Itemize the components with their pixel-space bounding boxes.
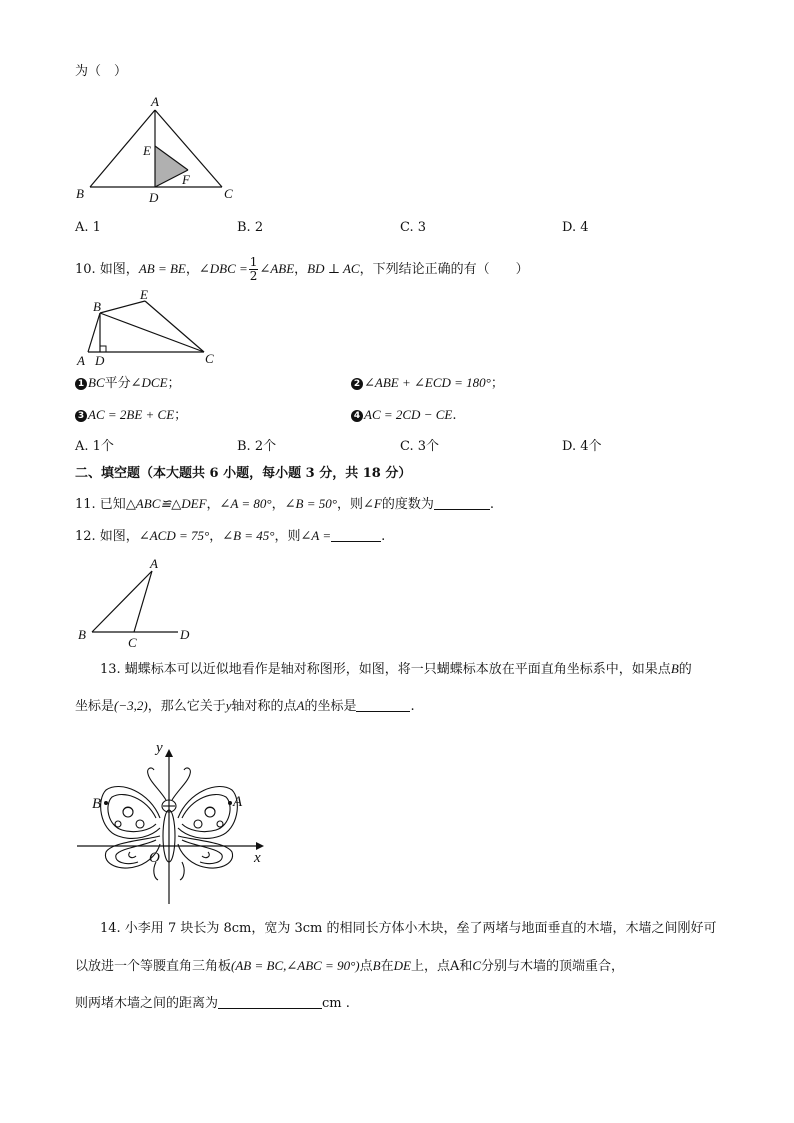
- q12-label-c: C: [128, 635, 137, 650]
- q9-label-f: F: [182, 172, 190, 187]
- q9-option-c: C. 3: [400, 220, 427, 235]
- q14-stem-line3: 则两堵木墙之间的距离为 cm .: [75, 996, 350, 1011]
- q13-label-b: B: [92, 796, 102, 812]
- q9-label-b: B: [76, 186, 84, 201]
- q9-label-e: E: [143, 143, 151, 158]
- q14-stem-line1: 14. 小李用 7 块长为 8cm，宽为 3cm 的相同长方体小木块，垒了两堵与地面垂直的木墙，木墙之间刚好可: [100, 921, 717, 936]
- q10-option-a: A. 1个: [75, 439, 114, 454]
- q10-statement-3: 3 AC = 2BE + CE；: [75, 406, 187, 425]
- q10-fraction: $\frac{1}{2}$: [249, 255, 258, 283]
- q9-option-b: B. 2: [237, 220, 264, 235]
- q9-stem-tail: 为（ ）: [75, 64, 128, 79]
- q13-stem-line1: 13. 蝴蝶标本可以近似地看作是轴对称图形，如图，将一只蝴蝶标本放在平面直角坐标系中，如果点B的: [100, 661, 692, 677]
- q10-label-a: A: [77, 353, 85, 368]
- q12-label-a: A: [150, 556, 158, 571]
- q13-label-origin: O: [149, 850, 160, 866]
- q10-stem: 10. 如图，AB = BE，∠DBC = $\frac{1}{2}$ ∠ABE，BD ⊥ AC，下列结论正确的有（ ）: [75, 255, 529, 283]
- q11-stem: 11. 已知△ABC≌△DEF，∠A = 80°，∠B = 50°，则∠F的度数为 .: [75, 496, 494, 512]
- q9-option-a: A. 1: [75, 220, 101, 235]
- q12-label-b: B: [78, 627, 86, 642]
- q13-label-a: A: [233, 794, 243, 810]
- q10-option-b: B. 2个: [237, 439, 277, 454]
- q10-label-d: D: [95, 353, 105, 368]
- section-title-fill-in: 二、填空题（本大题共 6 小题，每小题 3 分，共 18 分）: [75, 466, 412, 481]
- q10-option-c: C. 3个: [400, 439, 440, 454]
- q12-stem: 12. 如图，∠ACD = 75°，∠B = 45°，则∠A = .: [75, 528, 386, 544]
- q9-label-a: A: [151, 94, 159, 109]
- q13-point-b: [104, 801, 108, 805]
- q13-point-a: [228, 801, 232, 805]
- q9-option-d: D. 4: [562, 220, 589, 235]
- q12-label-d: D: [180, 627, 190, 642]
- q13-stem-line2: 坐标是(−3,2)，那么它关于y轴对称的点A的坐标是 .: [75, 698, 415, 714]
- q10-label-b: B: [93, 299, 101, 314]
- q10-label-e: E: [140, 287, 148, 302]
- q9-label-d: D: [149, 190, 159, 205]
- q14-answer-blank[interactable]: [218, 996, 322, 1009]
- q9-label-c: C: [224, 186, 233, 201]
- q10-statement-1: 1 BC平分∠DCE；: [75, 374, 181, 393]
- q10-statement-2: 2 ∠ABE + ∠ECD = 180°；: [351, 374, 504, 393]
- q10-label-c: C: [205, 351, 214, 366]
- q10-statement-4: 4 AC = 2CD − CE.: [351, 406, 456, 425]
- q13-label-x: x: [254, 850, 261, 866]
- q13-label-y: y: [156, 740, 163, 756]
- q10-option-d: D. 4个: [562, 439, 602, 454]
- q14-stem-line2: 以放进一个等腰直角三角板(AB = BC,∠ABC = 90°)点B在DE上，点A和C分别与木墙的顶端重合，: [75, 958, 625, 974]
